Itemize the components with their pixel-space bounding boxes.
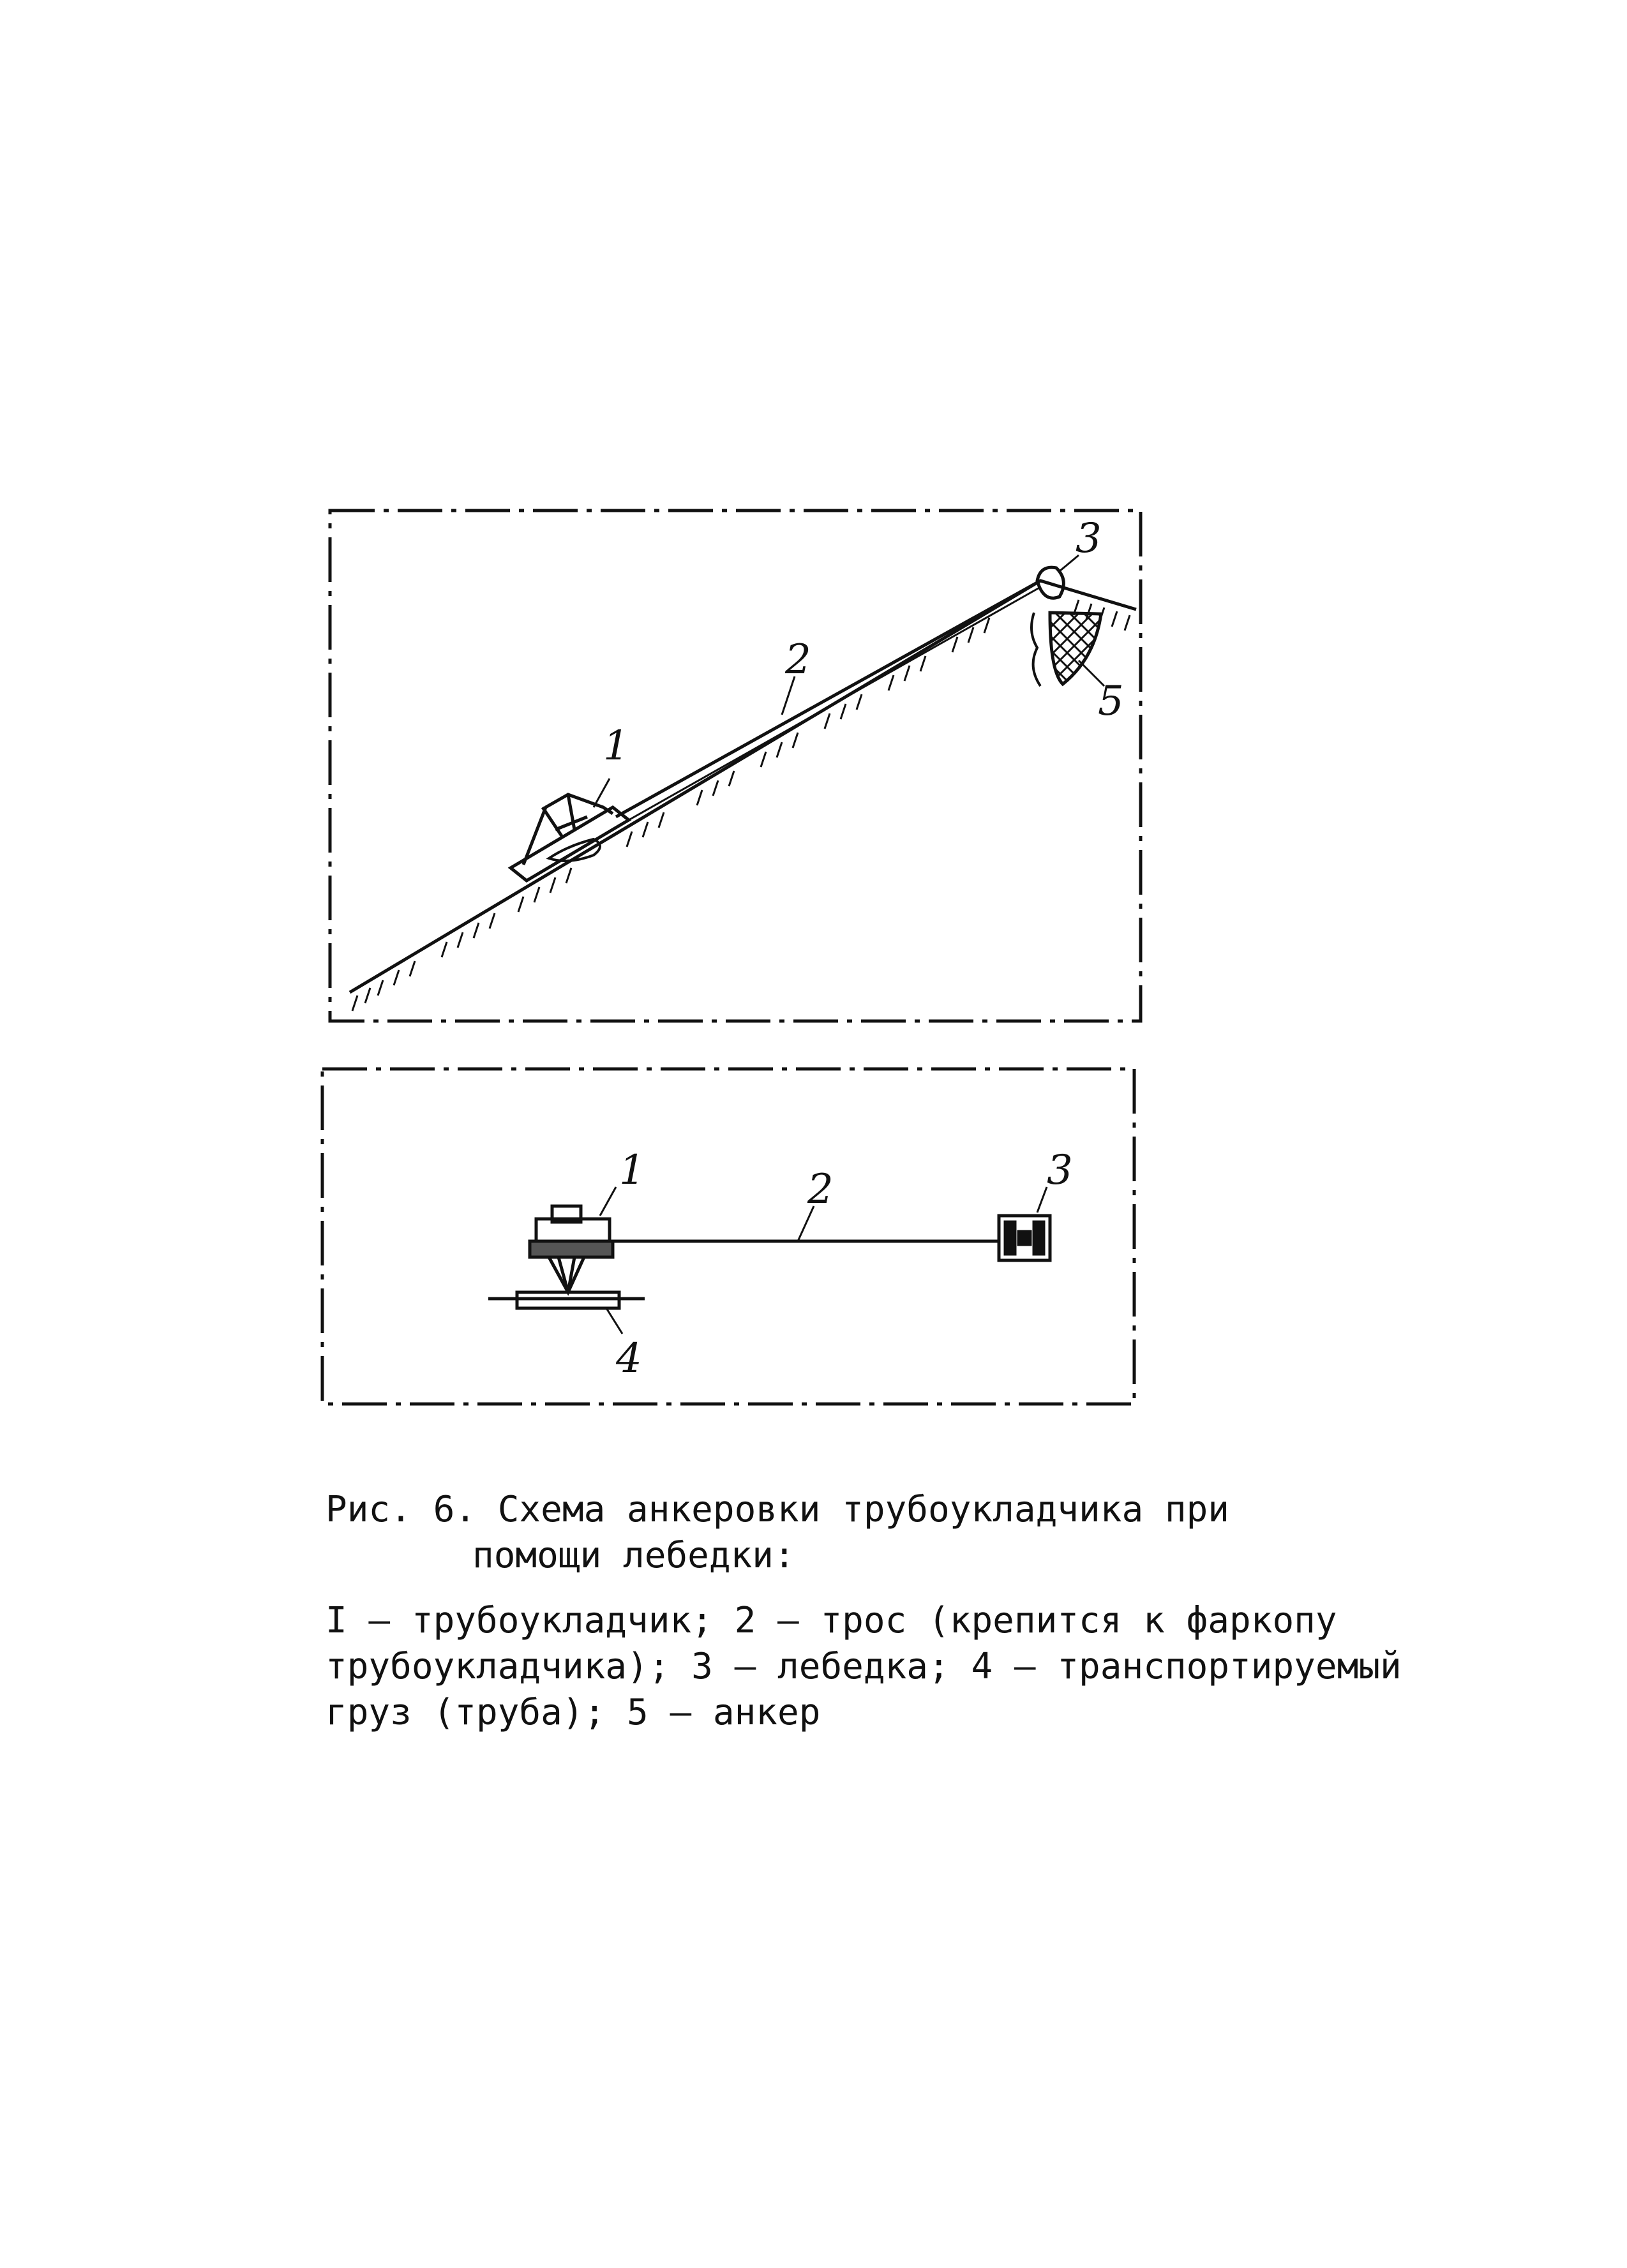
legend-line-3: груз (труба); 5 – анкер	[326, 1692, 821, 1733]
legend-line-1: I – трубоукладчик; 2 – трос (крепится к фаркопу	[326, 1600, 1337, 1641]
label-3-top: 3	[1076, 515, 1102, 562]
top-panel-frame	[330, 511, 1141, 1021]
winch-plan	[999, 1216, 1050, 1260]
bottom-panel	[322, 1069, 1134, 1404]
figure-caption	[326, 1487, 1402, 1736]
legend-line-2: трубоукладчика); 3 – лебедка; 4 – транспортируемый	[326, 1646, 1402, 1687]
anchor-net	[1050, 613, 1101, 684]
pipe-plan	[488, 1292, 645, 1308]
cable-line-parallel	[629, 587, 1040, 820]
label-2-bottom: 2	[807, 1166, 834, 1213]
pipelayer-plan	[530, 1206, 613, 1292]
caption-title-line-2: помощи лебедки:	[472, 1535, 795, 1576]
slope-ground-line	[350, 581, 1136, 992]
caption-title-line-1: Рис. 6. Схема анкеровки трубоукладчика при	[326, 1489, 1230, 1530]
ground-hatching	[352, 600, 1130, 1011]
caption-legend	[326, 1598, 1402, 1736]
label-4-bottom: 4	[616, 1335, 642, 1382]
top-panel	[330, 511, 1141, 1021]
label-3-bottom: 3	[1047, 1147, 1073, 1194]
label-5-top: 5	[1098, 678, 1124, 725]
top-leaders	[594, 555, 1104, 807]
label-1-top: 1	[603, 722, 629, 770]
label-1-bottom: 1	[619, 1147, 645, 1194]
label-2-top: 2	[785, 636, 811, 683]
cable-line	[616, 581, 1040, 817]
